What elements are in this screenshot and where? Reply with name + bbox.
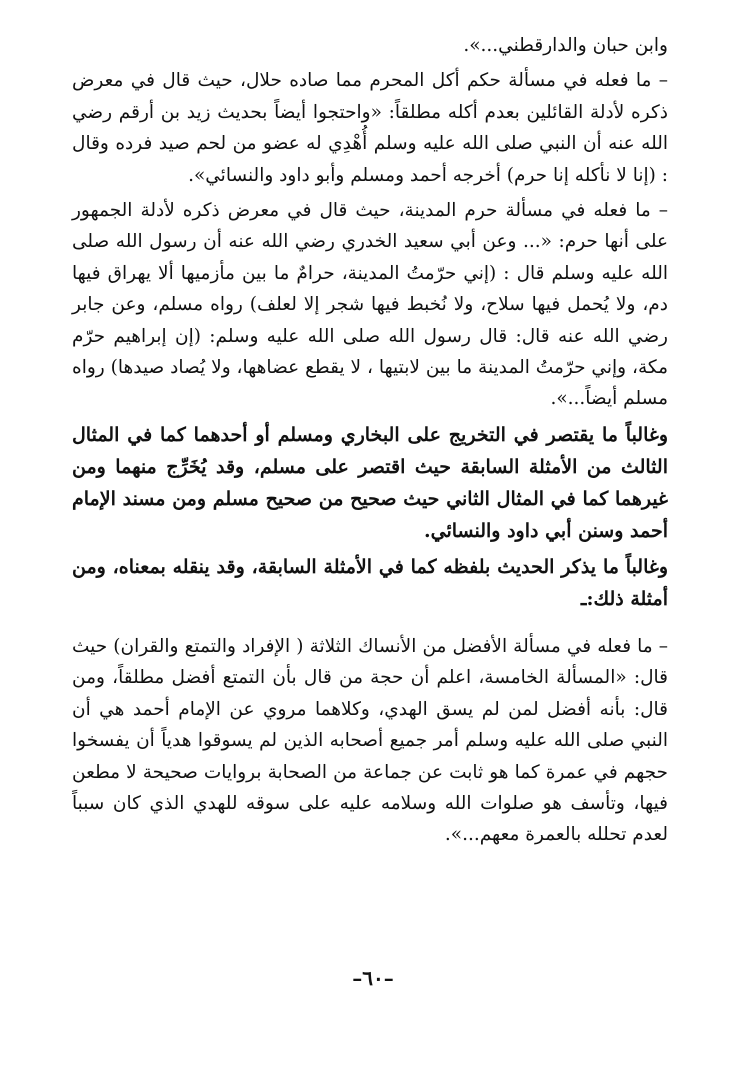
paragraph-wording-note: وغالباً ما يذكر الحديث بلفظه كما في الأمثلة السابقة، وقد ينقله بمعناه، ومن أمثلة ذلك:ـ — [72, 555, 668, 610]
paragraph-example-nusuk: – ما فعله في مسألة الأفضل من الأنساك الثلاثة ( الإفراد والتمتع والقران) حيث قال: «المسألة الخامسة، اعلم أن حجة من قال بأن التمتع أفضل مطلقاً، ومن قال: بأنه أفضل لمن لم يسق الهدي، وكلاهما مروي عن الإمام أحمد هي أن النبي صلى الله عليه وسلم أمر جميع أصحابه الذين لم يسوقوا هدياً أن يفسخوا حجهم في عمرة كما هو ثابت عن جماعة من الصحابة بروايات صحيحة لا مطعن فيها، وتأسف هو صلوات الله وسلامه عليه على سوقه للهدي الذي كان سبباً لعدم تحلله بالعمرة معهم...». — [72, 635, 668, 846]
paragraph-takhrij-note: وغالباً ما يقتصر في التخريج على البخاري ومسلم أو أحدهما كما في المثال الثالث من الأمثلة السابقة حيث اقتصر على مسلم، وقد يُخَرِّج منهما ومن غيرهما كما في المثال الثاني حيث صحيح من صحيح مسلم ومن مسند الإمام أحمد وسنن أبي داود والنسائي. — [72, 423, 668, 542]
paragraph-citation-end: وابن حبان والدارقطني...». — [463, 35, 668, 56]
page-number: –٦٠– — [352, 966, 394, 990]
paragraph-example-madinah-haram: – ما فعله في مسألة حرم المدينة، حيث قال في معرض ذكره لأدلة الجمهور على أنها حرم: «... وعن أبي سعيد الخدري رضي الله عنه أن رسول الله صلى الله عليه وسلم قال : (إني حرّمتُ المدينة، حرامٌ ما بين مأزميها ألا يهراق فيها دم، ولا يُحمل فيها سلاح، ولا نُخبط فيها شجر إلا لعلف) رواه مسلم، وعن جابر رضي الله عنه قال: قال رسول الله صلى الله عليه وسلم: (إن إبراهيم حرّم مكة، وإني حرّمتُ المدينة ما بين لابتيها ، لا يقطع عضاهها، ولا يُصاد صيدها) رواه مسلم أيضاً...». — [72, 200, 668, 410]
paragraph-example-muhrim-game: – ما فعله في مسألة حكم أكل المحرم مما صاده حلال، حيث قال في معرض ذكره لأدلة القائلين بعدم أكله مطلقاً: «واحتجوا أيضاً بحديث زيد بن أرقم رضي الله عنه أن النبي صلى الله عليه وسلم أُهْدِي له عضو من لحم صيد فرده وقال : (إنا لا نأكله إنا حرم) أخرجه أحمد ومسلم وأبو داود والنسائي». — [72, 70, 668, 186]
